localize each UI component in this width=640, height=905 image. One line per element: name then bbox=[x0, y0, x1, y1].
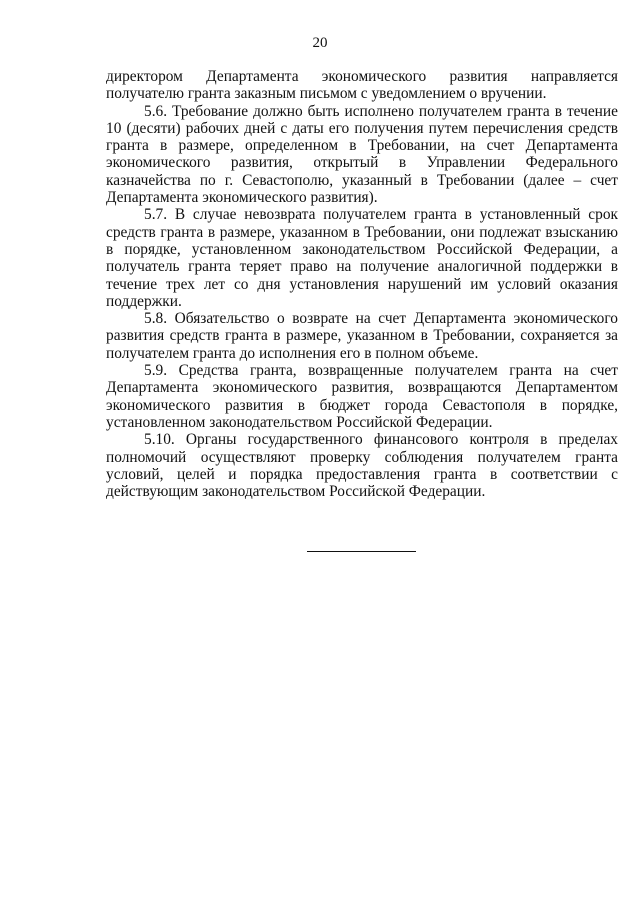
paragraph-5-9: 5.9. Средства гранта, возвращенные получателем гранта на счет Департамента экономического развития, возвращаются Департаментом экономического развития в бюджет города Севастополя в порядке, установленном законодательством Российской Федерации. bbox=[106, 362, 618, 431]
paragraph-5-6: 5.6. Требование должно быть исполнено получателем гранта в течение 10 (десяти) рабочих дней с даты его получения путем перечисления средств гранта в размере, определенном в Требовании, на счет Департамента экономического развития, открытый в Управлении Федерального казначейства по г. Севастополю, указанный в Требовании (далее – счет Департамента экономического развития). bbox=[106, 102, 618, 207]
paragraph-5-10: 5.10. Органы государственного финансового контроля в пределах полномочий осуществляют проверку соблюдения получателем гранта условий, целей и порядка предоставления гранта в соответствии с действующим законодательством Российской Федерации. bbox=[106, 431, 618, 501]
paragraph-5-7: 5.7. В случае невозврата получателем гранта в установленный срок средств гранта в размере, указанном в Требовании, они подлежат взысканию в порядке, установленном законодательством Российской Федерации, а получатель гранта теряет право на получение аналогичной поддержки в течение трех лет со дня установления нарушений им условий оказания поддержки. bbox=[106, 206, 618, 310]
paragraph-5-8: 5.8. Обязательство о возврате на счет Департамента экономического развития средств гранта в размере, указанном в Требовании, сохраняется за получателем гранта до исполнения его в полном объеме. bbox=[106, 310, 618, 362]
page-number: 20 bbox=[312, 35, 328, 51]
end-of-document-rule bbox=[307, 551, 416, 552]
document-body bbox=[106, 68, 618, 500]
paragraph-continuation: директором Департамента экономического развития направляется получателю гранта заказным письмом с уведомлением о вручении. bbox=[106, 68, 618, 103]
